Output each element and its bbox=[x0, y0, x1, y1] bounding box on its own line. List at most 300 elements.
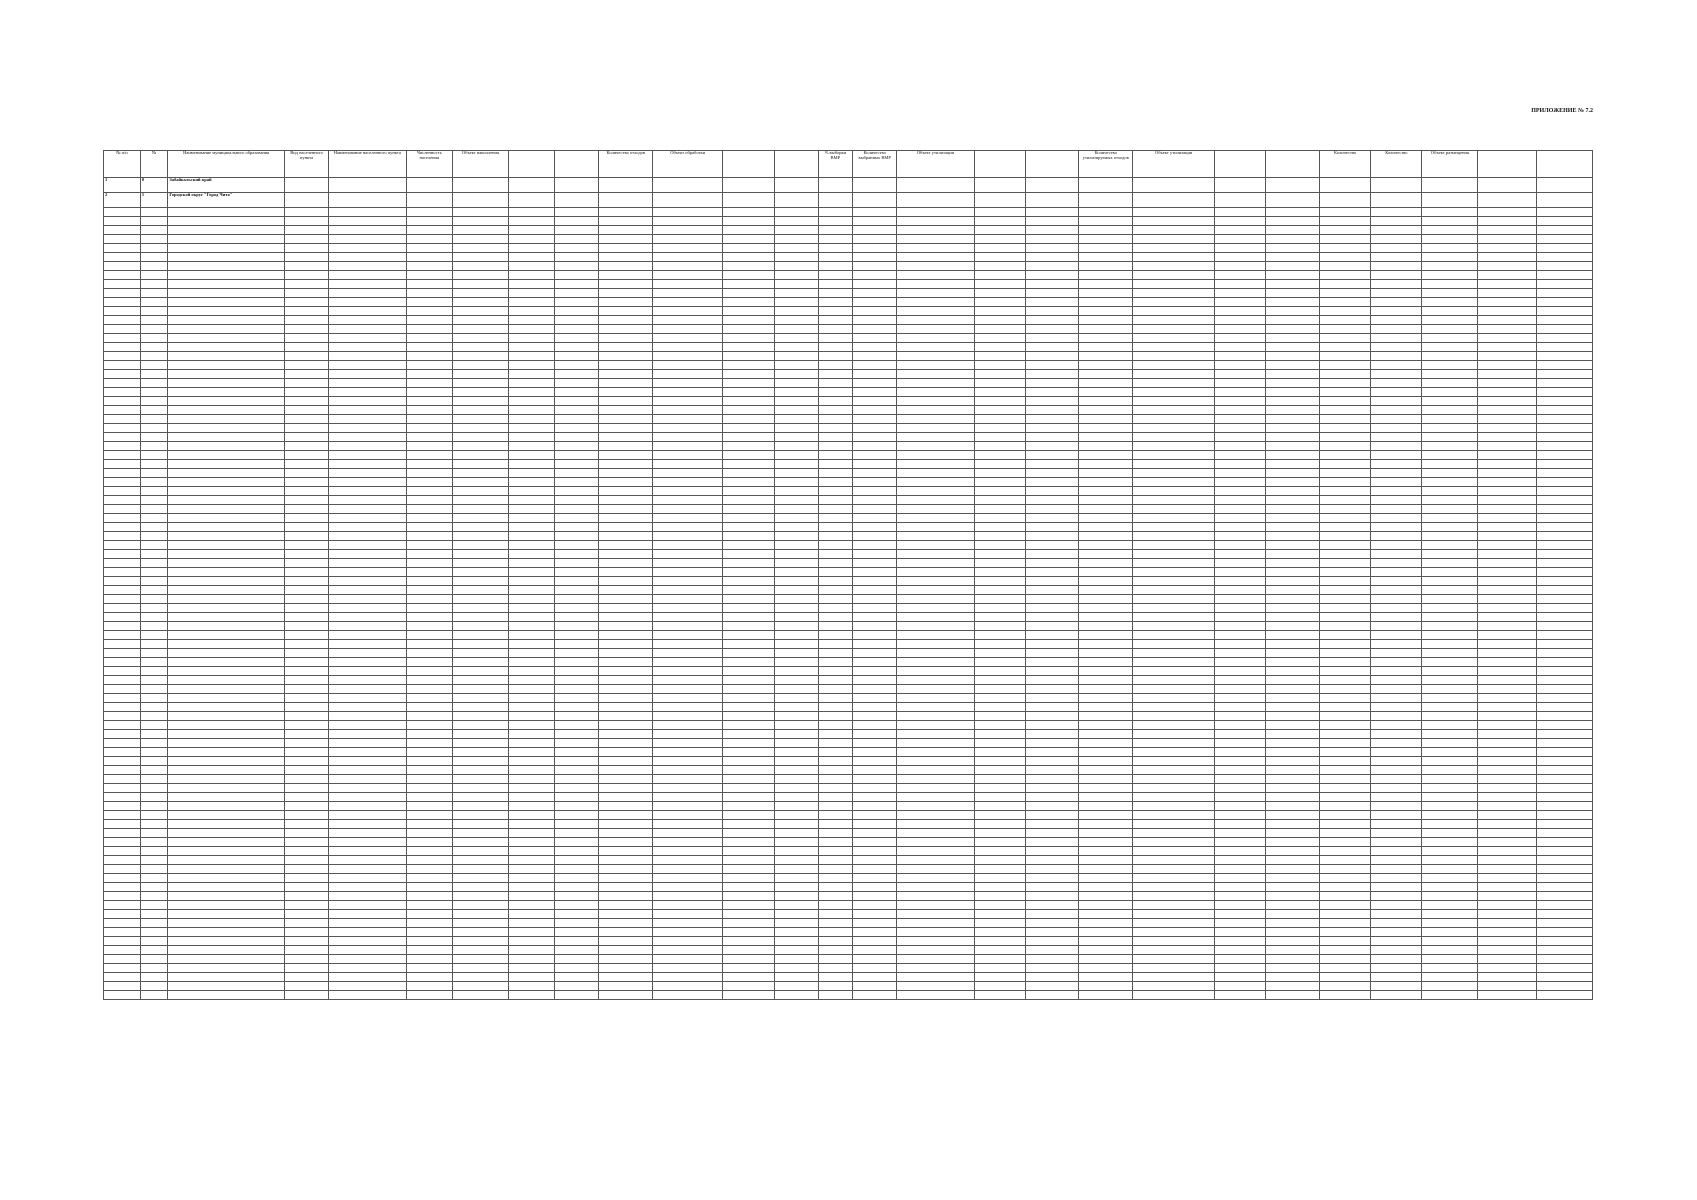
table-cell bbox=[406, 685, 452, 694]
table-cell bbox=[1133, 178, 1215, 193]
table-cell bbox=[974, 397, 1025, 406]
table-cell bbox=[452, 811, 508, 820]
table-cell bbox=[285, 901, 329, 910]
table-cell bbox=[1371, 496, 1422, 505]
table-cell bbox=[1478, 901, 1536, 910]
table-cell bbox=[555, 847, 599, 856]
table-cell bbox=[1422, 973, 1478, 982]
table-cell bbox=[1536, 874, 1592, 883]
table-cell bbox=[140, 874, 167, 883]
table-cell bbox=[1266, 208, 1320, 217]
table-cell bbox=[1478, 208, 1536, 217]
table-cell bbox=[1215, 676, 1266, 685]
table-cell bbox=[818, 919, 853, 928]
table-cell bbox=[653, 955, 723, 964]
table-cell bbox=[285, 523, 329, 532]
table-cell bbox=[723, 964, 774, 973]
table-cell bbox=[140, 928, 167, 937]
table-cell bbox=[104, 433, 141, 442]
table-cell bbox=[723, 883, 774, 892]
table-cell bbox=[1133, 307, 1215, 316]
table-cell bbox=[1025, 820, 1079, 829]
table-cell bbox=[1478, 622, 1536, 631]
table-cell bbox=[974, 982, 1025, 991]
table-cell bbox=[168, 352, 285, 361]
table-cell bbox=[897, 856, 974, 865]
table-cell bbox=[329, 193, 406, 208]
table-cell bbox=[974, 316, 1025, 325]
table-cell bbox=[1266, 586, 1320, 595]
table-cell bbox=[329, 928, 406, 937]
table-cell bbox=[1133, 532, 1215, 541]
table-cell bbox=[818, 388, 853, 397]
table-cell bbox=[599, 451, 653, 460]
table-cell bbox=[653, 946, 723, 955]
table-cell bbox=[853, 622, 897, 631]
table-cell bbox=[168, 856, 285, 865]
table-cell bbox=[897, 901, 974, 910]
table-cell bbox=[1079, 631, 1133, 640]
table-cell bbox=[1133, 325, 1215, 334]
table-cell bbox=[818, 586, 853, 595]
table-row bbox=[104, 721, 1593, 730]
table-cell bbox=[853, 739, 897, 748]
table-cell bbox=[508, 433, 554, 442]
table-cell bbox=[653, 406, 723, 415]
table-cell bbox=[723, 289, 774, 298]
table-cell bbox=[1266, 784, 1320, 793]
table-cell bbox=[508, 316, 554, 325]
table-cell bbox=[285, 178, 329, 193]
table-cell bbox=[1079, 964, 1133, 973]
table-cell bbox=[1478, 532, 1536, 541]
table-cell bbox=[1025, 496, 1079, 505]
table-cell bbox=[1025, 838, 1079, 847]
table-cell bbox=[1215, 721, 1266, 730]
table-cell bbox=[508, 298, 554, 307]
table-cell bbox=[723, 622, 774, 631]
table-cell bbox=[555, 730, 599, 739]
table-cell bbox=[599, 178, 653, 193]
table-cell bbox=[653, 541, 723, 550]
table-cell bbox=[1371, 847, 1422, 856]
table-cell bbox=[168, 505, 285, 514]
table-cell bbox=[555, 178, 599, 193]
table-cell bbox=[897, 361, 974, 370]
table-cell bbox=[1266, 307, 1320, 316]
table-cell bbox=[452, 631, 508, 640]
table-cell bbox=[406, 244, 452, 253]
table-cell bbox=[1215, 775, 1266, 784]
table-cell bbox=[1215, 820, 1266, 829]
table-cell bbox=[168, 514, 285, 523]
table-cell bbox=[329, 424, 406, 433]
table-cell bbox=[1266, 505, 1320, 514]
table-row bbox=[104, 235, 1593, 244]
table-cell bbox=[853, 415, 897, 424]
table-cell bbox=[1422, 964, 1478, 973]
table-cell bbox=[653, 748, 723, 757]
table-cell bbox=[1371, 991, 1422, 1000]
table-cell bbox=[774, 955, 818, 964]
table-cell bbox=[104, 766, 141, 775]
table-cell bbox=[1536, 289, 1592, 298]
table-cell bbox=[1536, 235, 1592, 244]
table-cell bbox=[452, 721, 508, 730]
table-cell bbox=[723, 694, 774, 703]
table-cell bbox=[653, 316, 723, 325]
table-cell bbox=[897, 262, 974, 271]
table-cell bbox=[1371, 811, 1422, 820]
table-cell bbox=[329, 604, 406, 613]
table-cell bbox=[1025, 919, 1079, 928]
table-cell bbox=[555, 469, 599, 478]
table-cell bbox=[1266, 892, 1320, 901]
table-cell bbox=[897, 739, 974, 748]
table-cell bbox=[329, 550, 406, 559]
table-cell bbox=[1422, 847, 1478, 856]
table-cell bbox=[818, 883, 853, 892]
table-cell bbox=[774, 523, 818, 532]
table-cell bbox=[508, 910, 554, 919]
table-cell bbox=[285, 577, 329, 586]
table-cell bbox=[508, 379, 554, 388]
table-cell bbox=[1478, 352, 1536, 361]
table-cell bbox=[897, 316, 974, 325]
table-cell bbox=[1536, 865, 1592, 874]
table-cell bbox=[818, 442, 853, 451]
table-cell bbox=[1422, 559, 1478, 568]
table-cell bbox=[168, 379, 285, 388]
table-body bbox=[104, 178, 1593, 1000]
table-cell bbox=[1079, 541, 1133, 550]
table-cell bbox=[508, 193, 554, 208]
table-cell bbox=[1266, 793, 1320, 802]
table-cell bbox=[406, 667, 452, 676]
table-cell bbox=[1025, 352, 1079, 361]
table-cell bbox=[653, 685, 723, 694]
table-cell bbox=[1422, 919, 1478, 928]
table-cell bbox=[168, 793, 285, 802]
table-cell bbox=[1320, 739, 1371, 748]
table-cell bbox=[1478, 334, 1536, 343]
table-cell bbox=[1079, 460, 1133, 469]
table-cell bbox=[723, 361, 774, 370]
table-cell bbox=[452, 433, 508, 442]
column-header bbox=[555, 151, 599, 178]
table-cell bbox=[104, 550, 141, 559]
table-cell bbox=[508, 748, 554, 757]
table-cell bbox=[1215, 469, 1266, 478]
table-cell bbox=[1371, 532, 1422, 541]
table-cell bbox=[406, 793, 452, 802]
table-cell bbox=[452, 847, 508, 856]
table-cell bbox=[897, 928, 974, 937]
table-cell bbox=[1025, 694, 1079, 703]
table-cell bbox=[140, 613, 167, 622]
table-cell bbox=[168, 631, 285, 640]
table-cell bbox=[1025, 334, 1079, 343]
table-cell bbox=[1536, 703, 1592, 712]
table-cell bbox=[1079, 622, 1133, 631]
table-cell bbox=[1266, 235, 1320, 244]
table-cell bbox=[599, 424, 653, 433]
table-cell bbox=[774, 433, 818, 442]
table-cell bbox=[1536, 937, 1592, 946]
table-cell bbox=[285, 946, 329, 955]
table-cell bbox=[974, 946, 1025, 955]
table-cell bbox=[774, 640, 818, 649]
table-cell bbox=[555, 424, 599, 433]
table-cell bbox=[853, 496, 897, 505]
table-cell bbox=[774, 946, 818, 955]
table-cell bbox=[818, 595, 853, 604]
table-cell bbox=[1478, 514, 1536, 523]
table-cell bbox=[1422, 406, 1478, 415]
table-cell bbox=[1079, 766, 1133, 775]
table-cell bbox=[406, 208, 452, 217]
table-cell bbox=[168, 559, 285, 568]
table-cell bbox=[1025, 325, 1079, 334]
table-cell bbox=[140, 937, 167, 946]
table-cell bbox=[1371, 640, 1422, 649]
table-cell bbox=[974, 343, 1025, 352]
table-cell bbox=[818, 784, 853, 793]
table-cell bbox=[555, 532, 599, 541]
table-cell bbox=[508, 640, 554, 649]
table-cell bbox=[774, 298, 818, 307]
table-cell bbox=[1079, 559, 1133, 568]
table-cell bbox=[974, 469, 1025, 478]
table-cell bbox=[1536, 316, 1592, 325]
table-cell bbox=[406, 721, 452, 730]
table-cell bbox=[897, 523, 974, 532]
table-cell bbox=[1371, 946, 1422, 955]
table-cell bbox=[1371, 937, 1422, 946]
table-cell bbox=[1215, 586, 1266, 595]
table-cell bbox=[1133, 451, 1215, 460]
table-cell bbox=[1422, 379, 1478, 388]
table-cell bbox=[452, 739, 508, 748]
table-cell bbox=[774, 667, 818, 676]
table-cell bbox=[285, 811, 329, 820]
table-cell bbox=[285, 910, 329, 919]
table-cell bbox=[508, 325, 554, 334]
table-row bbox=[104, 217, 1593, 226]
table-cell bbox=[1079, 343, 1133, 352]
table-cell bbox=[1215, 289, 1266, 298]
table-cell bbox=[1215, 298, 1266, 307]
table-cell bbox=[555, 298, 599, 307]
table-cell bbox=[653, 838, 723, 847]
table-cell bbox=[1320, 325, 1371, 334]
table-row bbox=[104, 946, 1593, 955]
table-cell bbox=[1422, 541, 1478, 550]
table-cell bbox=[974, 865, 1025, 874]
table-cell bbox=[508, 307, 554, 316]
table-cell bbox=[774, 208, 818, 217]
table-cell bbox=[1536, 568, 1592, 577]
table-cell bbox=[1025, 424, 1079, 433]
table-cell bbox=[1215, 766, 1266, 775]
table-cell bbox=[723, 559, 774, 568]
table-cell bbox=[285, 991, 329, 1000]
table-cell bbox=[774, 193, 818, 208]
table-cell bbox=[1215, 874, 1266, 883]
table-cell bbox=[140, 289, 167, 298]
table-cell bbox=[452, 838, 508, 847]
table-cell bbox=[406, 289, 452, 298]
table-cell bbox=[653, 847, 723, 856]
table-cell bbox=[1478, 550, 1536, 559]
table-cell bbox=[555, 622, 599, 631]
table-cell bbox=[168, 865, 285, 874]
table-cell bbox=[853, 271, 897, 280]
table-cell bbox=[723, 307, 774, 316]
table-cell bbox=[853, 811, 897, 820]
table-cell bbox=[104, 298, 141, 307]
table-cell bbox=[1215, 892, 1266, 901]
table-cell bbox=[723, 370, 774, 379]
table-cell bbox=[140, 883, 167, 892]
table-cell bbox=[1422, 685, 1478, 694]
table-cell bbox=[1215, 406, 1266, 415]
table-cell bbox=[974, 649, 1025, 658]
table-cell bbox=[508, 685, 554, 694]
table-cell bbox=[653, 289, 723, 298]
table-cell bbox=[329, 775, 406, 784]
table-cell bbox=[1536, 793, 1592, 802]
table-cell bbox=[285, 451, 329, 460]
column-header bbox=[974, 151, 1025, 178]
table-cell bbox=[1320, 397, 1371, 406]
table-row bbox=[104, 523, 1593, 532]
table-cell bbox=[1025, 892, 1079, 901]
table-cell bbox=[1266, 442, 1320, 451]
table-cell bbox=[1025, 316, 1079, 325]
table-row bbox=[104, 802, 1593, 811]
table-cell bbox=[1079, 424, 1133, 433]
table-cell bbox=[1320, 703, 1371, 712]
table-cell bbox=[1215, 595, 1266, 604]
table-cell bbox=[1320, 406, 1371, 415]
table-cell bbox=[853, 946, 897, 955]
table-cell bbox=[104, 631, 141, 640]
table-cell bbox=[1422, 460, 1478, 469]
table-cell bbox=[508, 415, 554, 424]
table-row bbox=[104, 280, 1593, 289]
table-cell bbox=[1422, 523, 1478, 532]
table-row bbox=[104, 847, 1593, 856]
table-cell bbox=[653, 739, 723, 748]
table-cell bbox=[329, 433, 406, 442]
table-cell bbox=[1478, 379, 1536, 388]
table-cell bbox=[723, 649, 774, 658]
column-header: № bbox=[140, 151, 167, 178]
table-cell bbox=[406, 415, 452, 424]
table-cell bbox=[452, 973, 508, 982]
table-cell bbox=[555, 694, 599, 703]
table-cell bbox=[853, 838, 897, 847]
table-cell bbox=[1133, 766, 1215, 775]
table-cell bbox=[1422, 217, 1478, 226]
table-cell bbox=[140, 892, 167, 901]
table-cell bbox=[653, 595, 723, 604]
table-cell bbox=[774, 739, 818, 748]
table-cell bbox=[897, 937, 974, 946]
table-cell bbox=[1320, 178, 1371, 193]
table-cell bbox=[1215, 505, 1266, 514]
table-row bbox=[104, 433, 1593, 442]
table-cell bbox=[168, 766, 285, 775]
table-cell bbox=[555, 649, 599, 658]
table-cell bbox=[140, 640, 167, 649]
table-cell bbox=[818, 730, 853, 739]
table-cell bbox=[897, 712, 974, 721]
table-cell bbox=[555, 685, 599, 694]
table-cell bbox=[897, 793, 974, 802]
table-cell bbox=[974, 253, 1025, 262]
table-cell bbox=[1079, 487, 1133, 496]
table-cell bbox=[1079, 757, 1133, 766]
table-cell bbox=[1371, 865, 1422, 874]
table-cell bbox=[329, 334, 406, 343]
table-cell bbox=[1215, 748, 1266, 757]
table-cell bbox=[1478, 982, 1536, 991]
table-cell bbox=[1536, 307, 1592, 316]
table-cell bbox=[168, 361, 285, 370]
table-cell bbox=[599, 829, 653, 838]
table-cell bbox=[1133, 469, 1215, 478]
table-cell bbox=[1478, 613, 1536, 622]
table-cell bbox=[285, 496, 329, 505]
table-cell bbox=[774, 721, 818, 730]
table-cell bbox=[599, 298, 653, 307]
table-cell bbox=[974, 496, 1025, 505]
table-cell bbox=[1133, 883, 1215, 892]
table-cell bbox=[853, 991, 897, 1000]
table-cell bbox=[1478, 631, 1536, 640]
table-cell bbox=[406, 514, 452, 523]
table-cell bbox=[452, 730, 508, 739]
table-cell bbox=[723, 478, 774, 487]
table-cell bbox=[853, 478, 897, 487]
table-cell bbox=[853, 802, 897, 811]
column-header: № п/п bbox=[104, 151, 141, 178]
table-cell bbox=[452, 235, 508, 244]
table-cell bbox=[329, 973, 406, 982]
table-cell bbox=[599, 883, 653, 892]
table-cell bbox=[774, 406, 818, 415]
table-cell bbox=[104, 226, 141, 235]
table-cell bbox=[1536, 496, 1592, 505]
table-cell bbox=[1025, 640, 1079, 649]
table-cell bbox=[897, 415, 974, 424]
table-cell bbox=[1215, 478, 1266, 487]
table-cell bbox=[285, 271, 329, 280]
table-cell bbox=[653, 379, 723, 388]
table-cell bbox=[1215, 397, 1266, 406]
table-cell bbox=[329, 388, 406, 397]
table-cell bbox=[774, 568, 818, 577]
table-cell bbox=[406, 784, 452, 793]
table-cell bbox=[452, 766, 508, 775]
table-cell bbox=[452, 604, 508, 613]
table-cell bbox=[1536, 748, 1592, 757]
table-cell bbox=[508, 631, 554, 640]
table-cell bbox=[974, 424, 1025, 433]
table-cell bbox=[1079, 262, 1133, 271]
